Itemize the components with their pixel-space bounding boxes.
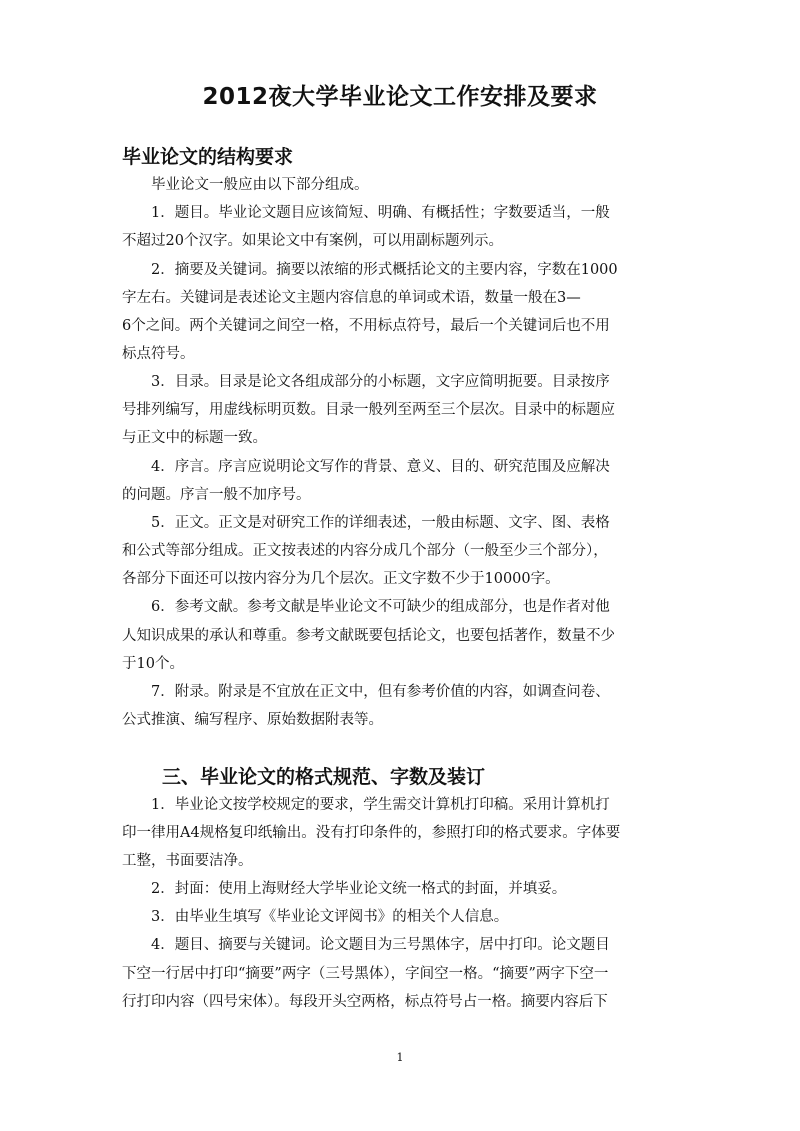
- paragraph-line: 6个之间。两个关键词之间空一格，不用标点符号，最后一个关键词后也不用: [122, 318, 610, 334]
- paragraph-line: 1．题目。毕业论文题目应该简短、明确、有概括性；字数要适当，一般: [151, 205, 610, 221]
- document-title: 2012夜大学毕业论文工作安排及要求: [202, 84, 598, 110]
- paragraph-line: 下空一行居中打印“摘要”两字（三号黑体），字间空一格。“摘要”两字下空一: [122, 966, 609, 982]
- section-heading-structure: 毕业论文的结构要求: [122, 146, 294, 168]
- paragraph-line: 毕业论文一般应由以下部分组成。: [151, 177, 369, 193]
- paragraph-line: 3．由毕业生填写《毕业论文评阅书》的相关个人信息。: [151, 909, 509, 925]
- paragraph-line: 工整，书面要洁净。: [122, 853, 253, 869]
- paragraph-line: 4．序言。序言应说明论文写作的背景、意义、目的、研究范围及应解决: [151, 459, 610, 475]
- paragraph-line: 1．毕业论文按学校规定的要求，学生需交计算机打印稿。采用计算机打: [151, 797, 610, 813]
- paragraph-line: 和公式等部分组成。正文按表述的内容分成几个部分（一般至少三个部分），: [122, 543, 608, 559]
- paragraph-line: 字左右。关键词是表述论文主题内容信息的单词或术语，数量一般在3—: [122, 290, 581, 306]
- paragraph-line: 的问题。序言一般不加序号。: [122, 487, 311, 503]
- paragraph-line: 不超过20个汉字。如果论文中有案例，可以用副标题列示。: [122, 233, 503, 249]
- paragraph-line: 与正文中的标题一致。: [122, 430, 267, 446]
- section-heading-format: 三、毕业论文的格式规范、字数及装订: [162, 766, 486, 788]
- paragraph-line: 公式推演、编写程序、原始数据附表等。: [122, 712, 383, 728]
- paragraph-line: 7．附录。附录是不宜放在正文中，但有参考价值的内容，如调查问卷、: [151, 684, 610, 700]
- paragraph-line: 5．正文。正文是对研究工作的详细表述，一般由标题、文字、图、表格: [151, 515, 610, 531]
- paragraph-line: 标点符号。: [122, 346, 195, 362]
- paragraph-line: 2．封面：使用上海财经大学毕业论文统一格式的封面，并填妥。: [151, 881, 567, 897]
- page-number: 1: [396, 1051, 404, 1064]
- paragraph-line: 6．参考文献。参考文献是毕业论文不可缺少的组成部分，也是作者对他: [151, 599, 610, 615]
- paragraph-line: 人知识成果的承认和尊重。参考文献既要包括论文，也要包括著作，数量不少: [122, 628, 615, 644]
- paragraph-line: 2．摘要及关键词。摘要以浓缩的形式概括论文的主要内容，字数在1000: [151, 262, 618, 278]
- paragraph-line: 号排列编写，用虚线标明页数。目录一般列至两至三个层次。目录中的标题应: [122, 402, 615, 418]
- paragraph-line: 3．目录。目录是论文各组成部分的小标题，文字应简明扼要。目录按序: [151, 374, 610, 390]
- paragraph-line: 4．题目、摘要与关键词。论文题目为三号黑体字，居中打印。论文题目: [151, 937, 610, 953]
- paragraph-line: 行打印内容（四号宋体）。每段开头空两格，标点符号占一格。摘要内容后下: [122, 994, 608, 1010]
- paragraph-line: 印一律用A4规格复印纸输出。没有打印条件的，参照打印的格式要求。字体要: [122, 825, 621, 841]
- paragraph-line: 各部分下面还可以按内容分为几个层次。正文字数不少于10000字。: [122, 571, 560, 587]
- paragraph-line: 于10个。: [122, 656, 184, 672]
